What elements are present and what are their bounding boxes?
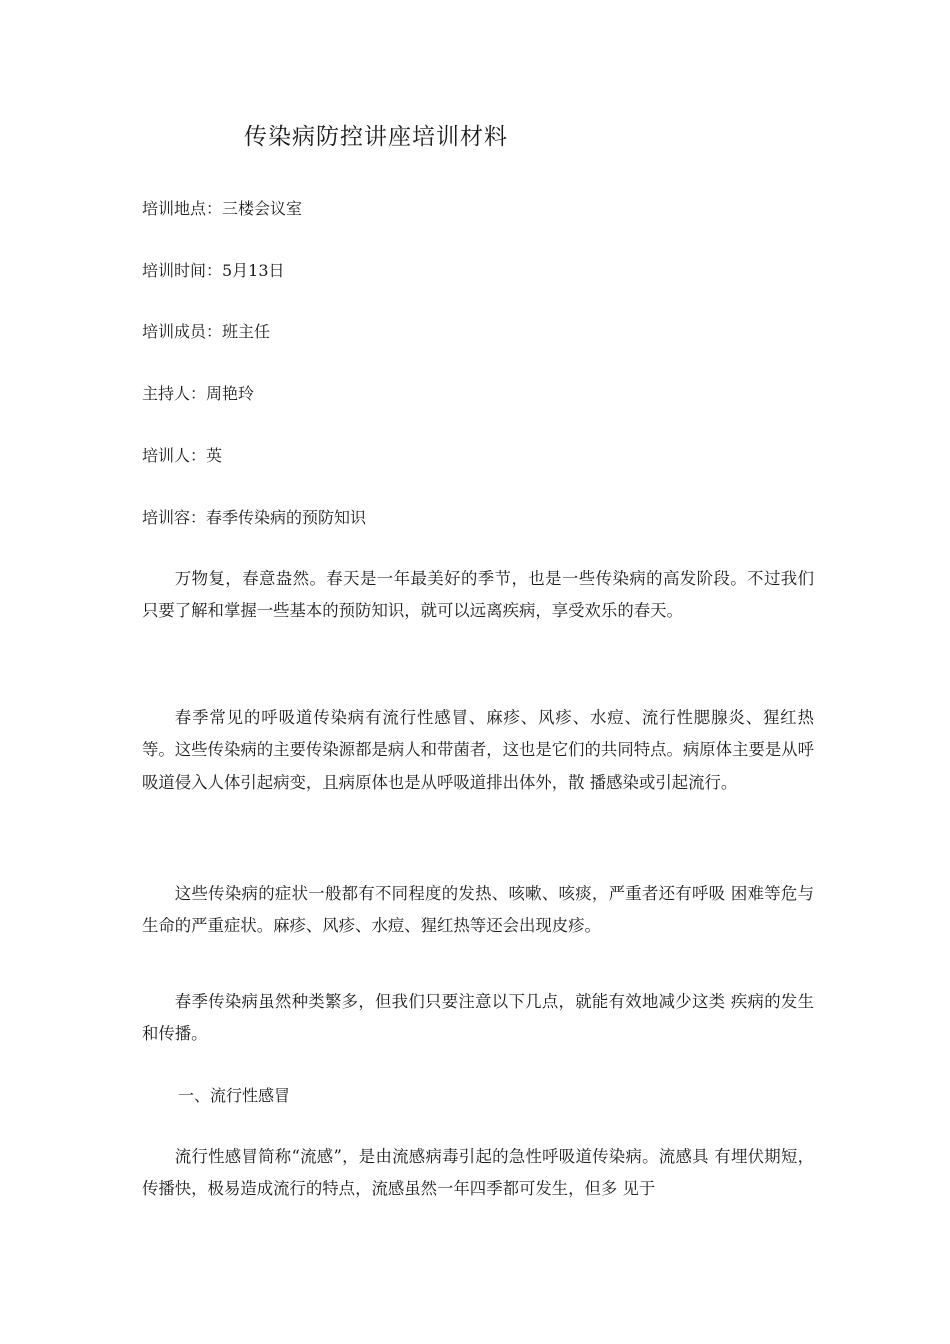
training-members: 培训成员：班主任 [142, 322, 271, 341]
paragraph-symptoms: 这些传染病的症状一般都有不同程度的发热、咳嗽、咳痰，严重者还有呼吸 困难等危与生命的严重症状。麻疹、风疹、水痘、猩红热等还会出现皮疹。 [142, 884, 814, 936]
training-content: 培训容：春季传染病的预防知识 [142, 508, 367, 527]
paragraph-common-diseases: 春季常见的呼吸道传染病有流行性感冒、麻疹、风疹、水痘、流行性腮腺炎、猩红热等。这些传染病的主要传染源都是病人和带菌者，这也是它们的共同特点。病原体主要是从呼吸道侵入人体引起病变，且病原体也是从呼吸道排出体外，散 播感染或引起流行。 [142, 708, 815, 792]
document-title: 传染病防控讲座培训材料 [244, 124, 508, 150]
training-host: 主持人：周艳玲 [142, 384, 255, 403]
training-trainer: 培训人：英 [142, 446, 223, 465]
training-time: 培训时间：5月13日 [142, 261, 285, 280]
paragraph-influenza: 流行性感冒简称“流感”，是由流感病毒引起的急性呼吸道传染病。流感具 有埋伏期短，传播快，极易造成流行的特点，流感虽然一年四季都可发生，但多 见于 [142, 1147, 814, 1199]
paragraph-prevention: 春季传染病虽然种类繁多，但我们只要注意以下几点，就能有效地减少这类 疾病的发生和传播。 [142, 992, 814, 1044]
paragraph-spring-intro: 万物复，春意盎然。春天是一年最美好的季节，也是一些传染病的高发阶段。不过我们只要了解和掌握一些基本的预防知识，就可以远离疾病，享受欢乐的春天。 [142, 569, 814, 621]
section-heading-influenza: 一、流行性感冒 [178, 1086, 291, 1105]
training-location: 培训地点：三楼会议室 [142, 199, 303, 218]
